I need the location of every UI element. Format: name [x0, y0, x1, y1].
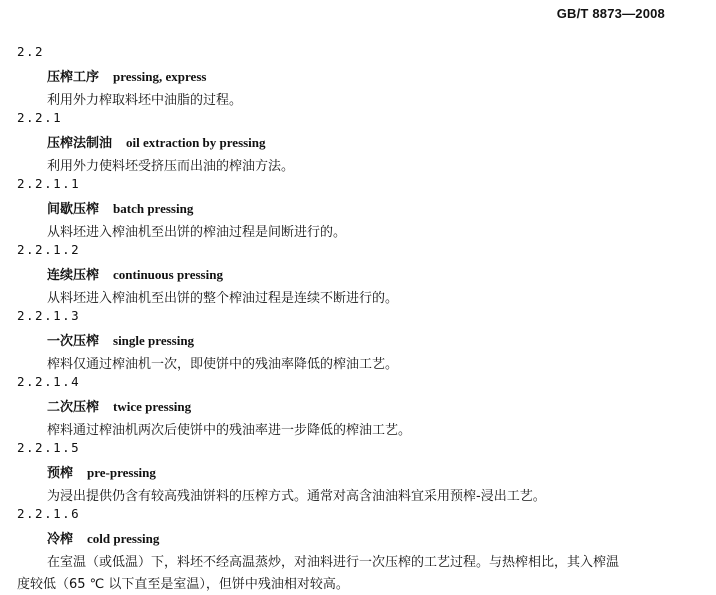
- term-line: [47, 462, 156, 481]
- term-chinese: 压榨法制油: [47, 136, 113, 151]
- term-line: [47, 528, 159, 547]
- definition: 在室温（或低温）下，料坯不经高温蒸炒，对油料进行一次压榨的工艺过程。与热榨相比，其入榨温: [47, 555, 620, 570]
- standard-code: GB/T 8873—2008: [556, 6, 665, 21]
- definition: 从料坯进入榨油机至出饼的榨油过程是间断进行的。: [47, 225, 347, 240]
- term-english: oil extraction by pressing: [126, 135, 266, 150]
- term-chinese: 预榨: [47, 466, 74, 481]
- clause-number: 2.2.1.5: [17, 440, 81, 455]
- definition: 从料坯进入榨油机至出饼的整个榨油过程是连续不断进行的。: [47, 291, 399, 306]
- term-line: [47, 264, 223, 283]
- definition-continued: 度较低（65 ℃ 以下直至是室温），但饼中残油相对较高。: [17, 577, 349, 592]
- term-english: pre-pressing: [87, 465, 156, 480]
- term-line: [47, 66, 206, 85]
- term-english: cold pressing: [87, 531, 160, 546]
- clause-number: 2.2.1.1: [17, 176, 81, 191]
- term-english: single pressing: [113, 333, 195, 348]
- clause-number: 2.2: [17, 44, 45, 59]
- term-chinese: 压榨工序: [47, 70, 100, 85]
- term-chinese: 冷榨: [47, 532, 74, 547]
- term-line: [47, 396, 191, 415]
- term-chinese: 二次压榨: [47, 400, 100, 415]
- definition: 榨料通过榨油机两次后使饼中的残油率进一步降低的榨油工艺。: [47, 423, 412, 438]
- definition: 榨料仅通过榨油机一次，即使饼中的残油率降低的榨油工艺。: [47, 357, 399, 372]
- term-english: batch pressing: [113, 201, 194, 216]
- definition: 为浸出提供仍含有较高残油饼料的压榨方式。通常对高含油油料宜采用预榨-浸出工艺。: [47, 489, 546, 504]
- clause-number: 2.2.1.4: [17, 374, 81, 389]
- term-line: [47, 132, 266, 151]
- clause-number: 2.2.1.6: [17, 506, 81, 521]
- clause-number: 2.2.1: [17, 110, 63, 125]
- term-english: pressing, express: [113, 69, 207, 84]
- term-english: continuous pressing: [113, 267, 223, 282]
- clause-number: 2.2.1.2: [17, 242, 81, 257]
- clause-number: 2.2.1.3: [17, 308, 81, 323]
- term-chinese: 一次压榨: [47, 334, 100, 349]
- term-chinese: 间歇压榨: [47, 202, 100, 217]
- term-line: [47, 198, 193, 217]
- definition: 利用外力使料坯受挤压而出油的榨油方法。: [47, 159, 295, 174]
- definition: 利用外力榨取料坯中油脂的过程。: [47, 93, 243, 108]
- term-english: twice pressing: [113, 399, 192, 414]
- term-chinese: 连续压榨: [47, 268, 100, 283]
- term-line: [47, 330, 194, 349]
